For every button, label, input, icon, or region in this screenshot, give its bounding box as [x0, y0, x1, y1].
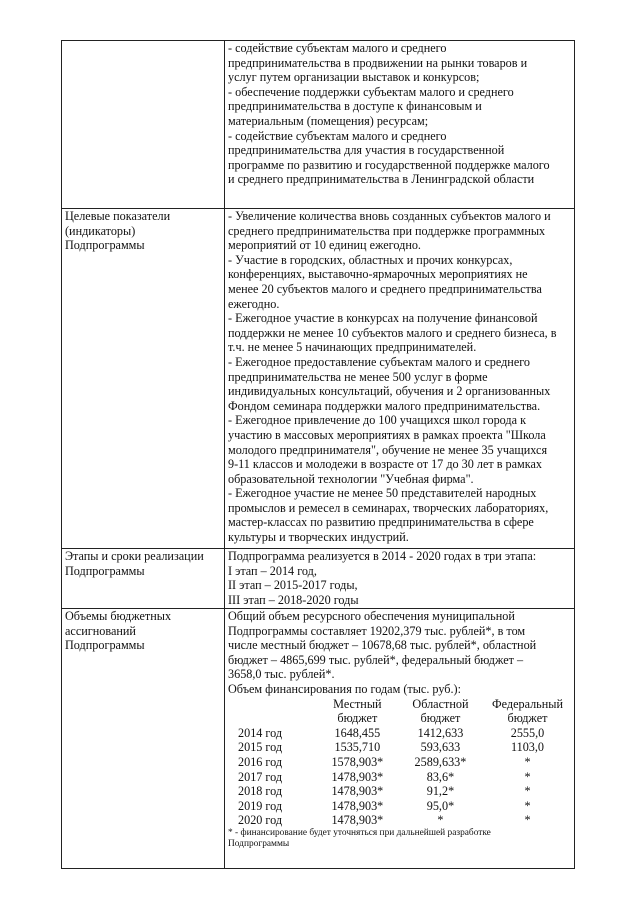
table-row — [62, 609, 575, 869]
text-line: - Участие в городских, областных и прочих конкурсах, — [228, 252, 513, 267]
year-cell: 2017 год — [238, 769, 283, 784]
table-row — [62, 209, 575, 549]
federal-budget-cell: 2555,0 — [510, 725, 545, 740]
text-line: мастер-классах по развитию предпринимательства в сфере — [228, 515, 534, 530]
federal-budget-cell: * — [524, 784, 531, 799]
federal-budget-cell: 1103,0 — [510, 740, 545, 755]
text-line: молодого предпринимателя", обучение не менее 35 учащихся — [228, 442, 548, 457]
text-line: индивидуальных консультаций, обучения и 2 организованных — [228, 384, 551, 399]
text-line: числе местный бюджет – 10678,68 тыс. рублей*, областной — [228, 638, 537, 653]
text-line: культуры и творческих индустрий. — [228, 530, 409, 545]
financing-by-year-table — [236, 697, 572, 828]
text-line: мероприятий от 10 единиц ежегодно. — [228, 238, 421, 253]
text-line: т.ч. не менее 5 начинающих предпринимателей. — [228, 340, 477, 355]
text-line: предпринимательства для участия в государственной — [228, 143, 505, 158]
text-line: - Ежегодное участие в конкурсах на получение финансовой — [228, 311, 538, 326]
regional-budget-cell: 593,633 — [420, 740, 461, 755]
table-row — [236, 799, 572, 814]
federal-budget-cell: * — [524, 813, 531, 828]
financing-header-row — [236, 697, 572, 726]
text-line: услуг путем организации выставок и конкурсов; — [228, 70, 480, 85]
text-line: - содействие субъектам малого и среднего — [228, 41, 447, 55]
text-line: программе по развитию и государственной поддержке малого — [228, 157, 550, 172]
footnote-line: * - финансирование будет уточняться при дальнейшей разработке — [228, 827, 491, 838]
local-budget-cell: 1535,710 — [334, 740, 381, 755]
text-line: предпринимательства в доступе к финансовым и — [228, 99, 482, 114]
row-label-line: Этапы и сроки реализации — [65, 549, 204, 563]
text-line: Подпрограмма реализуется в 2014 - 2020 годах в три этапа: — [228, 549, 537, 563]
row-label-line: Подпрограммы — [65, 238, 145, 253]
row-label-line: Объемы бюджетных — [65, 609, 172, 623]
text-line: - Ежегодное предоставление субъектам малого и среднего — [228, 354, 531, 369]
row-label-line: ассигнований — [65, 623, 136, 638]
federal-budget-cell: * — [524, 798, 531, 813]
year-cell: 2020 год — [238, 813, 283, 828]
header-local-budget: Местный бюджет — [333, 696, 382, 726]
text-line: Подпрограммы составляет 19202,379 тыс. рублей*, в том — [228, 623, 526, 638]
text-line: 9-11 классов и молодежи в возрасте от 17 до 30 лет в рамках — [228, 457, 543, 472]
table-row — [236, 813, 572, 828]
text-line: - Увеличение количества вновь созданных субъектов малого и — [228, 209, 551, 223]
financing-footnote — [228, 828, 572, 851]
text-line: Объем финансирования по годам (тыс. руб.): — [228, 681, 461, 696]
row-label-line: (индикаторы) — [65, 223, 136, 238]
text-line: 3658,0 тыс. рублей*. — [228, 667, 335, 682]
header-federal-budget: Федеральный бюджет — [492, 696, 563, 726]
local-budget-cell: 1478,903* — [331, 784, 384, 799]
regional-budget-cell: 1412,633 — [417, 725, 464, 740]
regional-budget-cell: 95,0* — [426, 798, 455, 813]
table-row — [236, 770, 572, 785]
table-row — [62, 549, 575, 609]
local-budget-cell: 1478,903* — [331, 798, 384, 813]
text-line: - Ежегодное привлечение до 100 учащихся школ города к — [228, 413, 527, 428]
row-content-cell — [225, 549, 575, 609]
row-content-cell — [225, 609, 575, 869]
year-cell: 2016 год — [238, 754, 283, 769]
text-line: I этап – 2014 год, — [228, 563, 317, 578]
row-content-cell — [225, 209, 575, 549]
text-line: и среднего предпринимательства в Ленинградской области — [228, 172, 535, 187]
text-line: менее 20 субъектов малого и среднего предпринимательства — [228, 281, 542, 296]
row-label-cell — [62, 209, 225, 549]
table-row — [236, 726, 572, 741]
text-line: предпринимательства не менее 500 услуг в форме — [228, 369, 488, 384]
regional-budget-cell: 2589,633* — [414, 754, 467, 769]
local-budget-cell: 1578,903* — [331, 754, 384, 769]
regional-budget-cell: 91,2* — [426, 784, 455, 799]
text-line: ежегодно. — [228, 296, 280, 311]
text-line: Общий объем ресурсного обеспечения муниципальной — [228, 609, 515, 623]
text-line: образовательной технологии "Учебная фирма". — [228, 471, 474, 486]
table-row — [236, 784, 572, 799]
year-cell: 2019 год — [238, 798, 283, 813]
footnote-line: Подпрограммы — [228, 839, 290, 850]
text-line: - содействие субъектам малого и среднего — [228, 128, 447, 143]
local-budget-cell: 1648,455 — [334, 725, 381, 740]
row-label-cell — [62, 549, 225, 609]
row-label-line: Подпрограммы — [65, 638, 145, 653]
row-label-cell — [62, 609, 225, 869]
row-label-line: Подпрограммы — [65, 563, 145, 578]
local-budget-cell: 1478,903* — [331, 813, 384, 828]
row-content-cell — [225, 41, 575, 209]
year-cell: 2015 год — [238, 740, 283, 755]
text-line: участию в массовых мероприятиях в рамках проекта "Школа — [228, 427, 546, 442]
text-line: конференциях, выставочно-ярмарочных мероприятиях не — [228, 267, 528, 282]
subprogram-passport-table — [61, 40, 575, 869]
text-line: предпринимательства в продвижении на рынки товаров и — [228, 55, 528, 70]
text-line: поддержки не менее 10 субъектов малого и среднего бизнеса, в — [228, 325, 557, 340]
row-label-cell — [62, 41, 225, 209]
text-line: - Ежегодное участие не менее 50 представителей народных — [228, 486, 537, 501]
text-line: материальным (помещения) ресурсам; — [228, 113, 429, 128]
local-budget-cell: 1478,903* — [331, 769, 384, 784]
text-line: III этап – 2018-2020 годы — [228, 592, 359, 607]
text-line: бюджет – 4865,699 тыс. рублей*, федеральный бюджет – — [228, 652, 524, 667]
federal-budget-cell: * — [524, 754, 531, 769]
text-line: Фондом семинара поддержки малого предпринимательства. — [228, 398, 541, 413]
text-line: II этап – 2015-2017 годы, — [228, 578, 358, 593]
text-line: промыслов и ремесел в семинарах, творческих лабораториях, — [228, 500, 549, 515]
header-regional-budget: Областной бюджет — [412, 696, 469, 726]
year-cell: 2014 год — [238, 725, 283, 740]
row-label-line: Целевые показатели — [65, 209, 171, 223]
table-row — [236, 740, 572, 755]
regional-budget-cell: * — [437, 813, 444, 828]
table-row — [236, 755, 572, 770]
federal-budget-cell: * — [524, 769, 531, 784]
table-row — [62, 41, 575, 209]
text-line: - обеспечение поддержки субъектам малого и среднего — [228, 84, 514, 99]
year-cell: 2018 год — [238, 784, 283, 799]
regional-budget-cell: 83,6* — [426, 769, 455, 784]
text-line: среднего предпринимательства при поддержке программных — [228, 223, 546, 238]
